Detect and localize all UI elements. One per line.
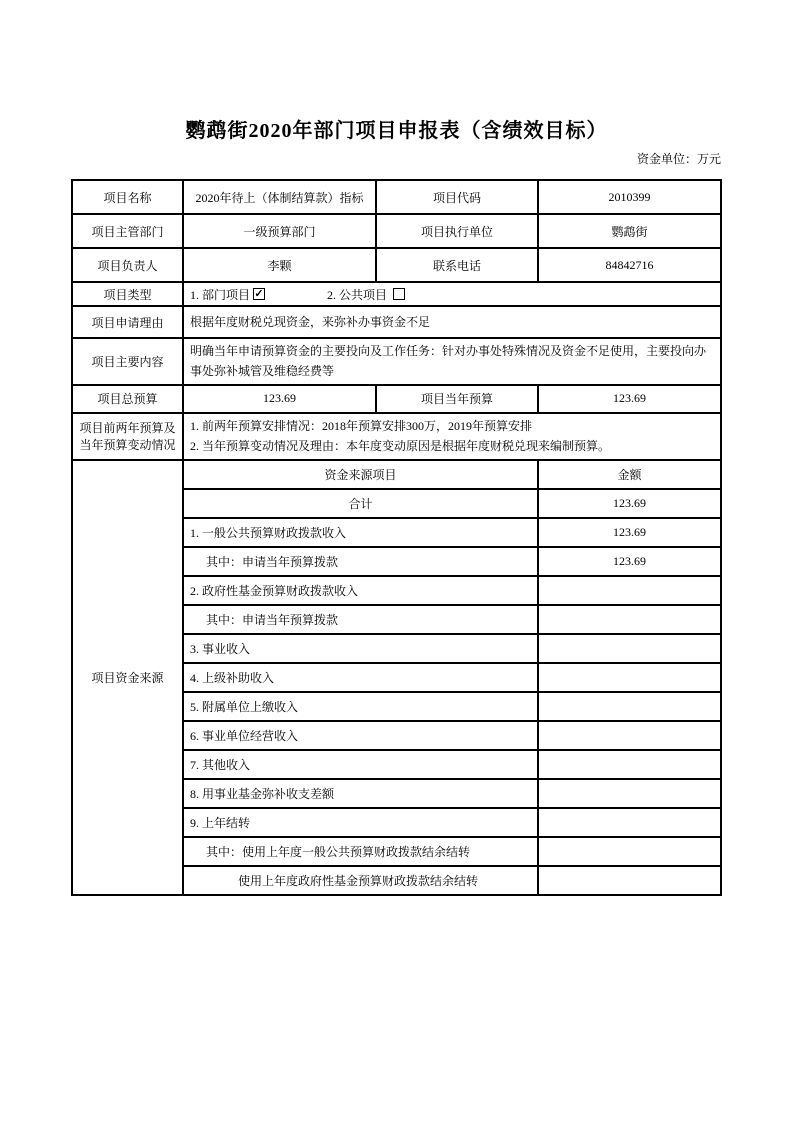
funding-item-label: 5. 附属单位上缴收入: [183, 692, 538, 721]
history-value: [183, 413, 721, 460]
funding-item-amount: [538, 576, 721, 605]
funding-item-amount: [538, 866, 721, 895]
funding-item-amount: [538, 808, 721, 837]
funding-item-amount: 123.69: [538, 489, 721, 518]
funding-item-label: 其中：申请当年预算拨款: [183, 547, 538, 576]
funding-item-amount: [538, 750, 721, 779]
phone-value: 84842716: [538, 248, 721, 282]
history-label: 项目前两年预算及当年预算变动情况: [72, 413, 183, 460]
funding-item-amount: [538, 692, 721, 721]
leader-value: 李颗: [183, 248, 376, 282]
funding-header-amount: 金额: [538, 460, 721, 489]
funding-item-label: 1. 一般公共预算财政拨款收入: [183, 518, 538, 547]
funding-item-amount: 123.69: [538, 518, 721, 547]
row-dept: [72, 214, 721, 248]
row-content: [72, 338, 721, 385]
total-budget-value: 123.69: [183, 385, 376, 413]
funding-section-label: 项目资金来源: [72, 460, 183, 895]
project-type-option-public: [327, 288, 405, 302]
funding-item-label: 7. 其他收入: [183, 750, 538, 779]
project-type-option-public-label: 2. 公共项目: [327, 287, 388, 302]
history-line-2: 2. 当年预算变动情况及理由：本年度变动原因是根据年度财税兑现来编制预算。: [190, 439, 611, 454]
funding-item-label: 4. 上级补助收入: [183, 663, 538, 692]
row-budget: [72, 385, 721, 413]
row-project-type: [72, 282, 721, 306]
exec-unit-value: 鹦鹉街: [538, 214, 721, 248]
funding-item-amount: [538, 605, 721, 634]
exec-unit-label: 项目执行单位: [376, 214, 538, 248]
project-type-option-department-label: 1. 部门项目: [190, 287, 251, 302]
project-type-label: 项目类型: [72, 282, 183, 306]
funding-item-amount: [538, 779, 721, 808]
project-type-options: [183, 282, 721, 306]
leader-label: 项目负责人: [72, 248, 183, 282]
page-title: 鹦鹉街2020年部门项目申报表（含绩效目标）: [185, 120, 608, 142]
funding-item-label: 3. 事业收入: [183, 634, 538, 663]
phone-label: 联系电话: [376, 248, 538, 282]
funding-item-label: 9. 上年结转: [183, 808, 538, 837]
year-budget-label: 项目当年预算: [376, 385, 538, 413]
total-budget-label: 项目总预算: [72, 385, 183, 413]
funding-item-label: 使用上年度政府性基金预算财政拨款结余结转: [183, 866, 538, 895]
unit-note: 资金单位：万元: [636, 152, 721, 166]
funding-item-amount: [538, 721, 721, 750]
funding-item-label: 合计: [183, 489, 538, 518]
funding-item-amount: [538, 837, 721, 866]
reason-value: 根据年度财税兑现资金，来弥补办事资金不足: [183, 306, 721, 338]
reason-label: 项目申请理由: [72, 306, 183, 338]
checkbox-public-project-icon: [393, 288, 405, 300]
funding-item-amount: 123.69: [538, 547, 721, 576]
content-label: 项目主要内容: [72, 338, 183, 385]
funding-item-label: 8. 用事业基金弥补收支差额: [183, 779, 538, 808]
funding-item-label: 2. 政府性基金预算财政拨款收入: [183, 576, 538, 605]
project-type-option-department: [190, 288, 265, 302]
row-leader: [72, 248, 721, 282]
row-reason: [72, 306, 721, 338]
project-code-value: 2010399: [538, 180, 721, 214]
funding-item-amount: [538, 634, 721, 663]
funding-item-label: 其中：申请当年预算拨款: [183, 605, 538, 634]
dept-label: 项目主管部门: [72, 214, 183, 248]
funding-header-item: 资金来源项目: [183, 460, 538, 489]
checkbox-department-project-icon: [253, 288, 265, 300]
row-project-name: [72, 180, 721, 214]
funding-item-label: 其中：使用上年度一般公共预算财政拨款结余结转: [183, 837, 538, 866]
project-code-label: 项目代码: [376, 180, 538, 214]
content-value: 明确当年申请预算资金的主要投向及工作任务：针对办事处特殊情况及资金不足使用，主要投向办事处弥补城管及维稳经费等: [183, 338, 721, 385]
history-line-1: 1. 前两年预算安排情况：2018年预算安排300万，2019年预算安排: [190, 418, 533, 433]
project-form-table: [71, 179, 722, 896]
year-budget-value: 123.69: [538, 385, 721, 413]
funding-item-amount: [538, 663, 721, 692]
funding-item-label: 6. 事业单位经营收入: [183, 721, 538, 750]
project-name-value: 2020年待上（体制结算款）指标: [183, 180, 376, 214]
dept-value: 一级预算部门: [183, 214, 376, 248]
row-history: [72, 413, 721, 460]
row-funding-header: [72, 460, 721, 489]
project-name-label: 项目名称: [72, 180, 183, 214]
